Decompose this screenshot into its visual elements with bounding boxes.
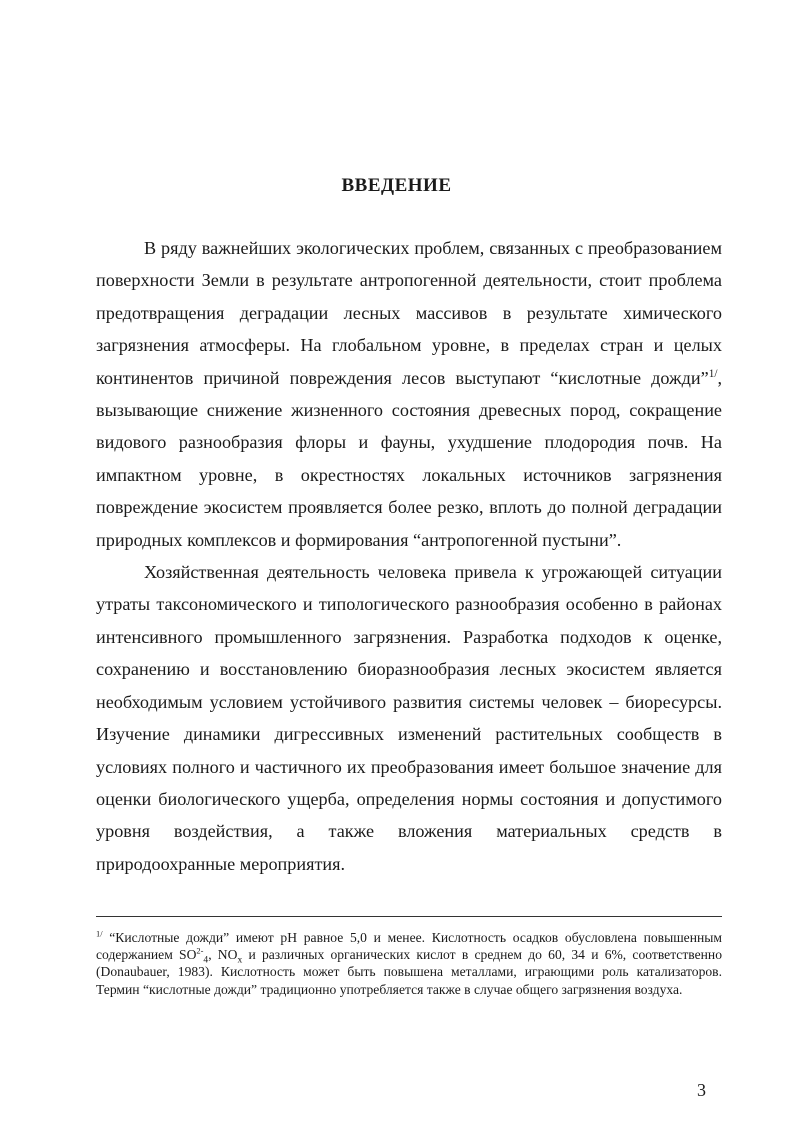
paragraph-1-part-1: В ряду важнейших экологических проблем, связанных с преобразованием поверхности Земли в результате антропогенной деятельности, стоит проблема предотвращения деградации лесных массивов в результате химического загрязнения атмосферы. На глобальном уровне, в пределах стран и целых континентов причиной повреждения лесов выступают “кислотные дожди” [96,238,722,388]
body-text [96,232,722,880]
footnote-reference: 1/ [708,367,718,380]
footnote-text-2: , NO [208,947,238,963]
paragraph-2: Хозяйственная деятельность человека привела к угрожающей ситуации утраты таксономического и типологического разнообразия особенно в районах интенсивного промышленного загрязнения. Разработка подходов к оценке, сохранению и восстановлению биоразнообразия лесных экосистем является необходимым условием устойчивого развития системы человек – биоресурсы. Изучение динамики дигрессивных изменений растительных сообществ в условиях полного и частичного их преобразования имеет большое значение для оценки биологического ущерба, определения нормы состояния и допустимого уровня воздействия, а также вложения материальных средств в природоохранные мероприятия. [96,562,722,874]
paragraph-1 [96,232,722,556]
page-number: 3 [697,1080,706,1100]
sulfate-charge: 2- [196,945,204,956]
footnote-divider [96,916,722,917]
footnote-text-3: и различных органических кислот в среднем до 60, 34 и 6%, соответственно (Donaubauer, 1983). Кислотность может быть повышена металлами, играющими роль катализаторов. Термин “кислотные дожди” традиционно употребляется также в случае общего загрязнения воздуха. [96,947,722,997]
nox-subscript: x [237,955,243,966]
page-title: ВВЕДЕНИЕ [341,175,452,196]
sulfate-subscript: 4 [203,955,209,966]
footnote-marker: 1/ [96,928,103,939]
paragraph-1-part-2: , вызывающие снижение жизненного состояния древесных пород, сокращение видового разнообразия флоры и фауны, ухудшение плодородия почв. На импактном уровне, в окрестностях локальных источников загрязнения повреждение экосистем проявляется более резко, вплоть до полной деградации природных комплексов и формирования “антропогенной пустыни”. [96,367,722,550]
footnote [96,929,722,998]
footnote-text-1: “Кислотные дожди” имеют pH равное 5,0 и менее. Кислотность осадков обусловлена повышенным содержанием SO [96,930,722,963]
